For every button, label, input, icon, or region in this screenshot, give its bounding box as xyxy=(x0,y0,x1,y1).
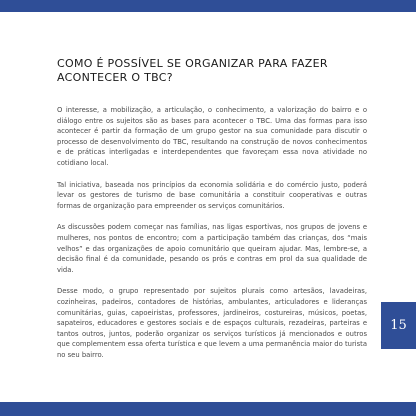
page-number-tab xyxy=(381,302,416,349)
page-content xyxy=(57,57,367,371)
paragraph-3: As discussões podem começar nas famílias, nas ligas esportivas, nos grupos de jovens e mulheres, nos pontos de encontro; com a participação também das crianças, dos “mais velhos” e das organizações de apoio comunitário que queiram ajudar. Mas, lembre-se, a decisão final é da comunidade, pesando os prós e contras em prol da sua qualidade de vida. xyxy=(57,223,367,274)
bottom-color-band xyxy=(0,402,416,416)
paragraph-1: O interesse, a mobilização, a articulação, o conhecimento, a valorização do bairro e o diálogo entre os sujeitos são as bases para acontecer o TBC. Uma das formas para isso acontecer é partir da formação de um grupo gestor na sua comunidade para discutir o processo de desenvolvimento do TBC, resultando na construção de novos conhecimentos e de práticas interligadas e interdependentes que favoreçam essa nova atividade no cotidiano local. xyxy=(57,106,367,167)
page-number: 15 xyxy=(390,318,407,333)
paragraph-2: Tal iniciativa, baseada nos princípios da economia solidária e do comércio justo, poderá levar os gestores de turismo de base comunitária a constituir cooperativas e outras formas de organização para empreender os serviços comunitários. xyxy=(57,180,367,210)
page-title: COMO É POSSÍVEL SE ORGANIZAR PARA FAZER ACONTECER O TBC? xyxy=(57,57,328,84)
paragraph-4: Desse modo, o grupo representado por sujeitos plurais como artesãos, lavadeiras, cozinheiras, padeiros, contadores de histórias, ambulantes, articuladores e lideranças comunitárias, guias, capoeiristas, professores, jardineiros, costureiras, músicos, poetas, sapateiros, educadores e gestores sociais e de espaços culturais, rezadeiras, parteiras e tantos outros, juntos, poderão organizar os serviços turísticos já mencionados e outros que complementem essa oferta turística e que levem a uma permanência maior do turista no seu bairro. xyxy=(57,287,367,359)
top-color-band xyxy=(0,0,416,12)
